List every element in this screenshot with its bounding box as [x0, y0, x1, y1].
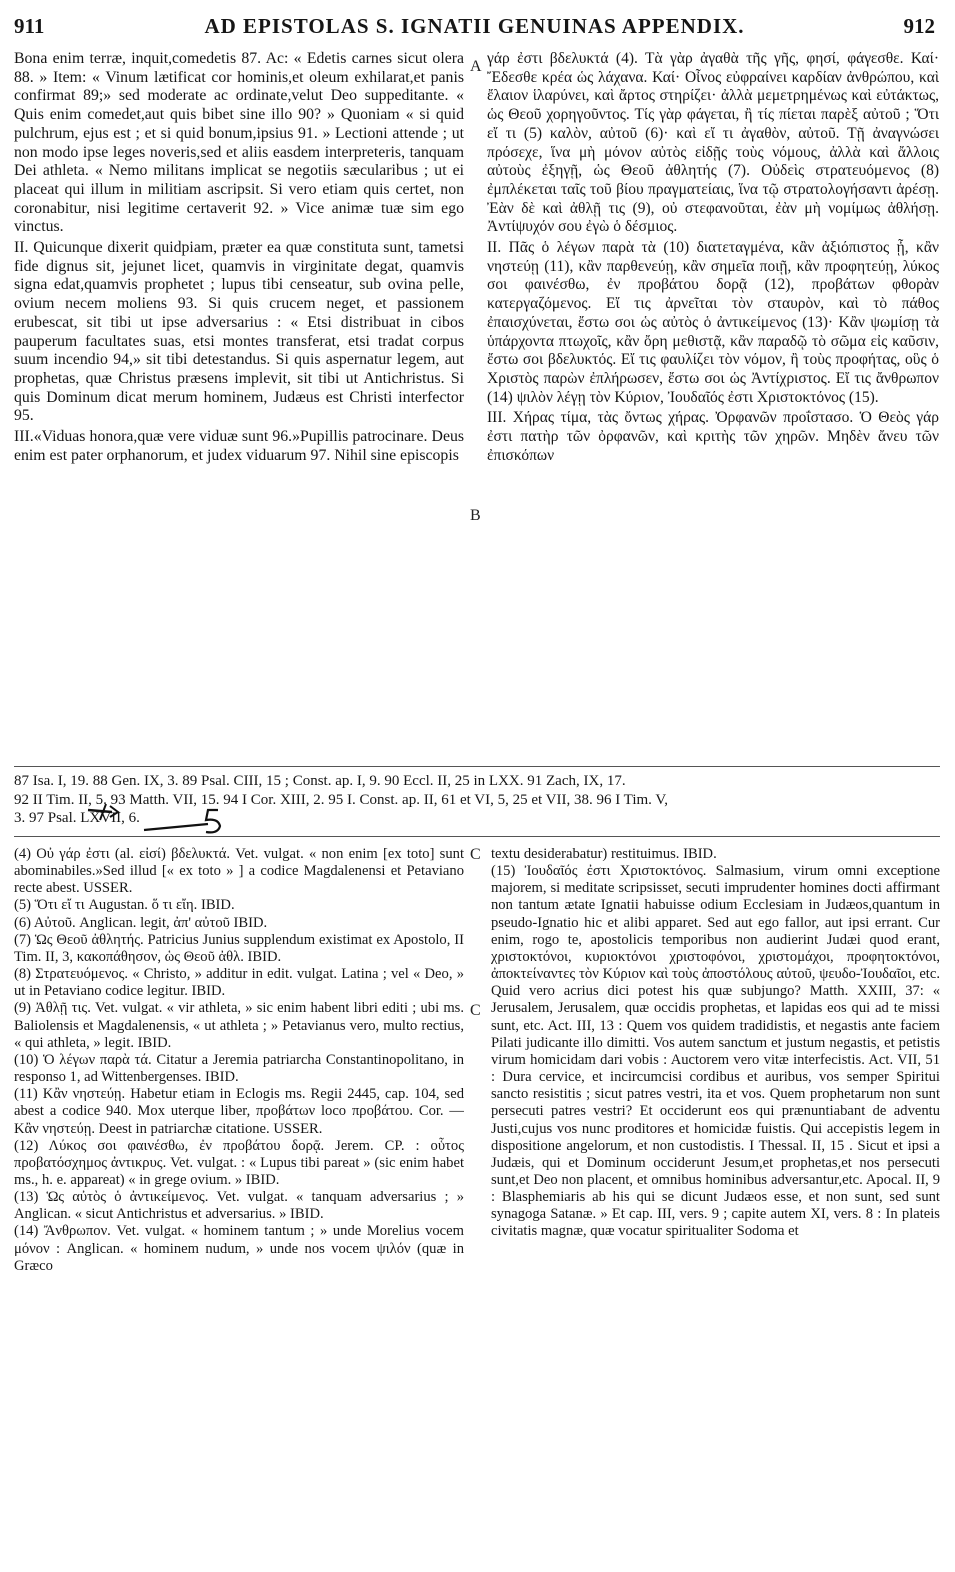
notes-separator-rule	[14, 836, 940, 837]
latin-paragraph-2: II. Quicunque dixerit quidpiam, præter ea quæ constituta sunt, tametsi fide dignus sit, jejunet licet, quamvis in virginitate degat, quamvis signa edat,quamvis prophetet ; lupus tibi censeatur, sub ovina pelle, ovium necem moliens 93. Si quis crucem neget, et passionem erubescat, sit tibi ut ipse adversarius : « Etsi distribuat in cibos pauperum facultates suas, etsi montes transferat, etsi tradat corpus suum incendio 94,» sit tibi detestandus. Si quis aspernatur legem, aut prophetas, quæ Christus præsens implevit, sit tibi ut Antichristus. Si quis Dominum dicat merum hominem, Judæus est Christi interfector 95.	[14, 239, 464, 425]
margin-marker-a: A	[470, 58, 482, 75]
note-4: (4) Οὐ γάρ ἐστι (al. εἰσί) βδελυκτά. Vet. vulgat. « non enim [ex toto] sunt abominabiles.»Sed illud [« ex toto » ] a codice Magdalenensi et Petaviano recte abest. USSER.	[14, 846, 464, 897]
page-number-left: 911	[14, 14, 45, 38]
scripture-ref-line-2: 92 II Tim. II, 5. 93 Matth. VII, 15. 94 I Cor. XIII, 2. 95 I. Const. ap. II, 61 et VI, 5, 25 et VII, 38. 96 I Tim. V,	[14, 791, 669, 808]
margin-marker-c1: C	[470, 846, 481, 863]
note-15: (15) Ἰουδαῖός ἐστι Χριστοκτόνος. Salmasium, virum omni exceptione majorem, si meditate scripsisset, secuti imprudenter homines docti affirmant non tantum ætate Ignatii habuisse odium Ecclesiam in Judæos,quantum in pseudo-Ignatio hic et alibi apparet. Sed aut ego fallor, aut ipsi errant. Cur enim, rogo te, apostolicis temporibus non audierint Judæi quod erant, χριστοκτόνοι, κυριοκτόνοι χριστοφόνοι, χριστομάχοι, προφητοκτόνοι, ἀποκτείναντες τὸν Κύριον καὶ τοὺς ἀποστόλους αὐτοῦ, ψευδο-Ἰουδαῖοι, etc. Quid vero acrius dici potest his quæ subjungo? Matth. XXIII, 37: « Jerusalem, Jerusalem, quæ occidis prophetas, et lapidas eos qui ad te missi sunt, etc. Act. III, 13 : Quem vos quidem tradidistis, et negastis ante faciem Pilati judicante illo dimitti. Vos autem sanctum et justum negastis, et petistis virum homicidam dari vobis : Auctorem vero vitæ interfecistis. Act. VII, 51 : Dura cervice, et incircumcisi cordibus et auribus, vos semper Spiritui sancto resistitis ; sicut patres vestri, ita et vos. Quem prophetarum non sunt persecuti patres vestri? Et occiderunt eos qui prænuntiabant de adventu Justi,cujus vos nunc proditores et homicidæ fuistis. Qui accepistis legem in dispositione angelorum, et non custodistis. I Thessal. II, 15 . Sicut et ipsi a Judæis, qui et Dominum occiderunt Jesum,et prophetas,et nos persecuti sunt,et Deo non placent, et omnibus hominibus adversantur,etc. Apocal. II, 9 : Blasphemiaris ab his qui se dicunt Judæos esse, et non sunt, sed sunt synagoga Satanæ. » Et cap. III, vers. 9 ; capite autem XI, vers. 8 : In plateis civitatis magnæ, quæ vocatur spiritualiter Sodoma et	[491, 863, 940, 1240]
page-header	[14, 10, 935, 42]
latin-paragraph-1: Bona enim terræ, inquit,comedetis 87. Ac: « Edetis carnes sicut olera 88. » Item: « Vinum lætificat cor hominis,et oleum exhilarat,et panis confirmat 89;» sed moderate ac ordinate,velut Deo suppeditante. « Quis enim comedet,aut quis bibet sine illo 90? » Quoniam « si quid pulchrum, ejus est ; et si quid bonum,ipsius 91. » Lectioni attende ; ut non modo ipse leges noveris,sed et aliis easdem interpreteris, tanquam Dei athleta. « Nemo militans implicat se negotiis sæcularibus ; ut ei placeat qui illum in militiam ascripsit. Si vero etiam quis certet, non coronabitur, nisi legitime certaverit 92. » Vice animæ tuæ sim ego vinctus.	[14, 50, 464, 236]
notes-left-column	[14, 846, 464, 1564]
greek-paragraph-1: γάρ ἐστι βδελυκτά (4). Τὰ γὰρ ἀγαθὰ τῆς γῆς, φησί, φάγεσθε. Καί· Ἔδεσθε κρέα ὡς λάχανα. Καί· Οἶνος εὐφραίνει καρδίαν ἀνθρώπου, καὶ ἔλαιον ἱλαρύνει, καὶ ἄρτος στηρίζει· ἀλλὰ μεμετρημένως καὶ εὐτάκτως, ὡς Θεοῦ χορηγοῦντος. Τίς γὰρ φάγεται, ἢ τίς πίεται παρὲξ αὐτοῦ ; Ὅτι εἴ τι (5) καλὸν, αὐτοῦ (6)· καὶ εἴ τι ἀγαθὸν, αὐτοῦ. Τῇ ἀναγνώσει πρόσεχε, ἵνα μὴ μόνον αὐτὸς εἰδῇς τοὺς νόμους, ἀλλὰ καὶ ἄλλοις αὐτοὺς ἐξηγῇ, ὡς Θεοῦ ἀθλητής (7). Οὐδεὶς στρατευόμενος (8) ἐμπλέκεται ταῖς τοῦ βίου πραγματείαις, ἵνα τῷ στρατολογήσαντι ἀρέσῃ. Ἐὰν δὲ καὶ ἀθλῇ τις (9), οὐ στεφανοῦται, ἐὰν μὴ νομίμως ἀθλήσῃ. Ἀντίψυχόν σου ἐγὼ ὁ δέσμιος.	[487, 50, 939, 236]
note-10: (10) Ὁ λέγων παρὰ τά. Citatur a Jeremia patriarcha Constantinopolitano, in responso 1, ad Wittenbergenses. IBID.	[14, 1051, 464, 1086]
scripture-ref-line-1: 87 Isa. I, 19. 88 Gen. IX, 3. 89 Psal. CIII, 15 ; Const. ap. I, 9. 90 Eccl. II, 25 in LXX. 91 Zach, IX, 17.	[14, 773, 626, 789]
note-7: (7) Ὡς Θεοῦ ἀθλητής. Patricius Junius supplendum existimat ex Apostolo, II Tim. II, 3, κακοπάθησον, ὡς Θεοῦ ἀθλ. IBID.	[14, 931, 464, 965]
note-11: (11) Κἂν νηστεύῃ. Habetur etiam in Eclogis ms. Regii 2445, cap. 104, sed abest a codice 940. Mox uterque liber, προβάτων loco προβάτου. Cor. — Κἂν νηστεύῃ. Deest in patriarchæ citatione. USSER.	[14, 1086, 464, 1137]
scripture-ref-line-3: 3. 97 Psal. LXVII, 6.	[14, 810, 140, 826]
note-5: (5) Ὅτι εἴ τι Augustan. ὅ τι εἴη. IBID.	[14, 897, 235, 914]
separator-rule	[14, 766, 940, 767]
note-8: (8) Στρατευόμενος. « Christo, » additur in edit. vulgat. Latina ; vel « Deo, » ut in Petaviano codice legitur. IBID.	[14, 966, 464, 1000]
latin-column	[14, 50, 464, 762]
note-12: (12) Λύκος σοι φαινέσθω, ἐν προβάτου δορᾷ. Jerem. CP. : οὗτος προβατόσχημος ἀντικρυς. Vet. vulgat. : « Lupus tibi pareat » (sic enim habet ms., h. e. appareat) « in grege ovium. » IBID.	[14, 1137, 464, 1188]
note-9: (9) Ἀθλῇ τις. Vet. vulgat. « vir athleta, » sic enim habent libri editi ; ubi ms. Baliolensis et Magdalenensis, « ut athleta ; » Petavianus vero, multo rectius, « qui athleta, » legit. IBID.	[14, 1000, 464, 1051]
page-number-right: 912	[903, 14, 935, 38]
latin-paragraph-3: III.«Viduas honora,quæ vere viduæ sunt 96.»Pupillis patrocinare. Deus enim est pater orphanorum, et judex viduarum 97. Nihil sine episcopis	[14, 428, 464, 464]
margin-marker-b: B	[470, 507, 481, 524]
note-14-continued: textu desiderabatur) restituimus. IBID.	[491, 846, 717, 862]
note-13: (13) Ὡς αὐτὸς ὁ ἀντικείμενος. Vet. vulgat. « tanquam adversarius ; » Anglican. « sicut Antichristus et adversarius. » IBID.	[14, 1189, 464, 1223]
greek-paragraph-2: II. Πᾶς ὁ λέγων παρὰ τὰ (10) διατεταγμένα, κἂν ἀξιόπιστος ᾖ, κἂν νηστεύῃ (11), κἂν παρθενεύῃ, κἂν σημεῖα ποιῇ, κἂν προφητεύῃ, λύκος σοι φαινέσθω, ἐν προβάτου δορᾷ (12), προβάτων φθορὰν κατεργαζόμενος. Εἴ τις ἀρνεῖται τὸν σταυρὸν, καὶ τὸ πάθος ἐπαισχύνεται, ἔστω σοι ὡς αὐτὸς ὁ ἀντικείμενος (13)· Κἂν ψωμίσῃ τὰ ὑπάρχοντα πτωχοῖς, κἂν ὄρη μεθιστᾷ, κἂν παραδῷ τὸ σῶμα εἰς καῦσιν, ἔστω σοι βδελυκτός. Εἴ τις φαυλίζει τὸν νόμον, ἢ τοὺς προφήτας, οὓς ὁ Χριστὸς παρὼν ἐπλήρωσεν, ἔστω σοι ὡς Ἀντίχριστος. Εἴ τις ἄνθρωπον (14) ψιλὸν λέγῃ τὸν Κύριον, Ἰουδαῖός ἐστι Χριστοκτόνος (15).	[487, 239, 939, 406]
greek-column	[487, 50, 939, 762]
handwritten-correction-mark	[48, 788, 238, 836]
note-14: (14) Ἄνθρωπον. Vet. vulgat. « hominem tantum ; » unde Morelius vocem μόνον : Anglican. « hominem nudum, » unde nos vocem ψιλόν (quæ in Græco	[14, 1223, 464, 1274]
greek-paragraph-3: III. Χήρας τίμα, τὰς ὄντως χήρας. Ὀρφανῶν προΐστασο. Ὁ Θεὸς γάρ ἐστι πατὴρ τῶν ὀρφανῶν, καὶ κριτὴς τῶν χηρῶν. Μηδὲν ἄνευ τῶν ἐπισκόπων	[487, 409, 939, 464]
notes-right-column	[491, 846, 940, 1564]
running-title: AD EPISTOLAS S. IGNATII GENUINAS APPENDIX.	[204, 14, 745, 38]
margin-marker-c2: C	[470, 1002, 481, 1019]
note-6: (6) Αὐτοῦ. Anglican. legit, ἀπ' αὐτοῦ IBID.	[14, 914, 268, 931]
